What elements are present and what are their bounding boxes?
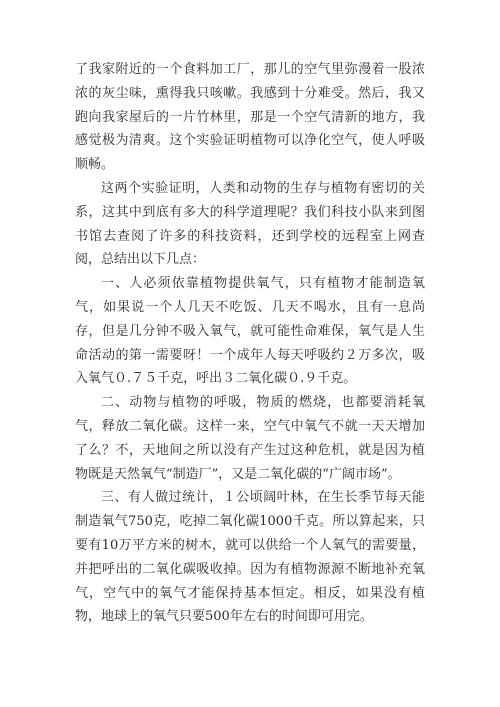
document-body <box>75 58 425 629</box>
paragraph-point-three: 三、有人做过统计，１公顷阔叶林，在生长季节每天能制造氧气750克，吃掉二氧化碳1000千克。所以算起来，只要有10万平方米的树木，就可以供给一个人氧气的需要量，并把呼出的二氧化碳吸收掉。因为有植物源源不断地补充氧气，空气中的氧气才能保持基本恒定。相反，如果没有植物，地球上的氧气只要500年左右的时间即可用完。 <box>75 490 425 625</box>
paragraph-point-one: 一、人必须依靠植物提供氧气，只有植物才能制造氧气，如果说一个人几天不吃饭、几天不喝水，且有一息尚存，但是几分钟不吸入氧气，就可能性命难保，氧气是人生命活动的第一需要呀！一个成年人每天呼吸约２万多次，吸入氧气０.７５千克，呼出３二氧化碳０.９千克。 <box>75 276 425 387</box>
paragraph-experiment-summary: 这两个实验证明，人类和动物的生存与植物有密切的关系，这其中到底有多大的科学道理呢？我们科技小队来到图书馆去查阅了许多的科技资料，还到学校的远程室上网查阅，总结出以下几点： <box>75 180 425 268</box>
paragraph-continuation: 了我家附近的一个食料加工厂，那儿的空气里弥漫着一股浓浓的灰尘味，熏得我只咳嗽。我感到十分难受。然后，我又跑向我家屋后的一片竹林里，那是一个空气清新的地方，我感觉极为清爽。这个实验证明植物可以净化空气，使人呼吸顺畅。 <box>75 62 425 173</box>
paragraph-point-two: 二、动物与植物的呼吸，物质的燃烧，也都要消耗氧气，释放二氧化碳。这样一来，空气中氧气不就一天天增加了么？不，天地间之所以没有产生过这种危机，就是因为植物既是天然氧气“制造厂”，又是二氧化碳的“广阔市场”。 <box>75 395 425 482</box>
